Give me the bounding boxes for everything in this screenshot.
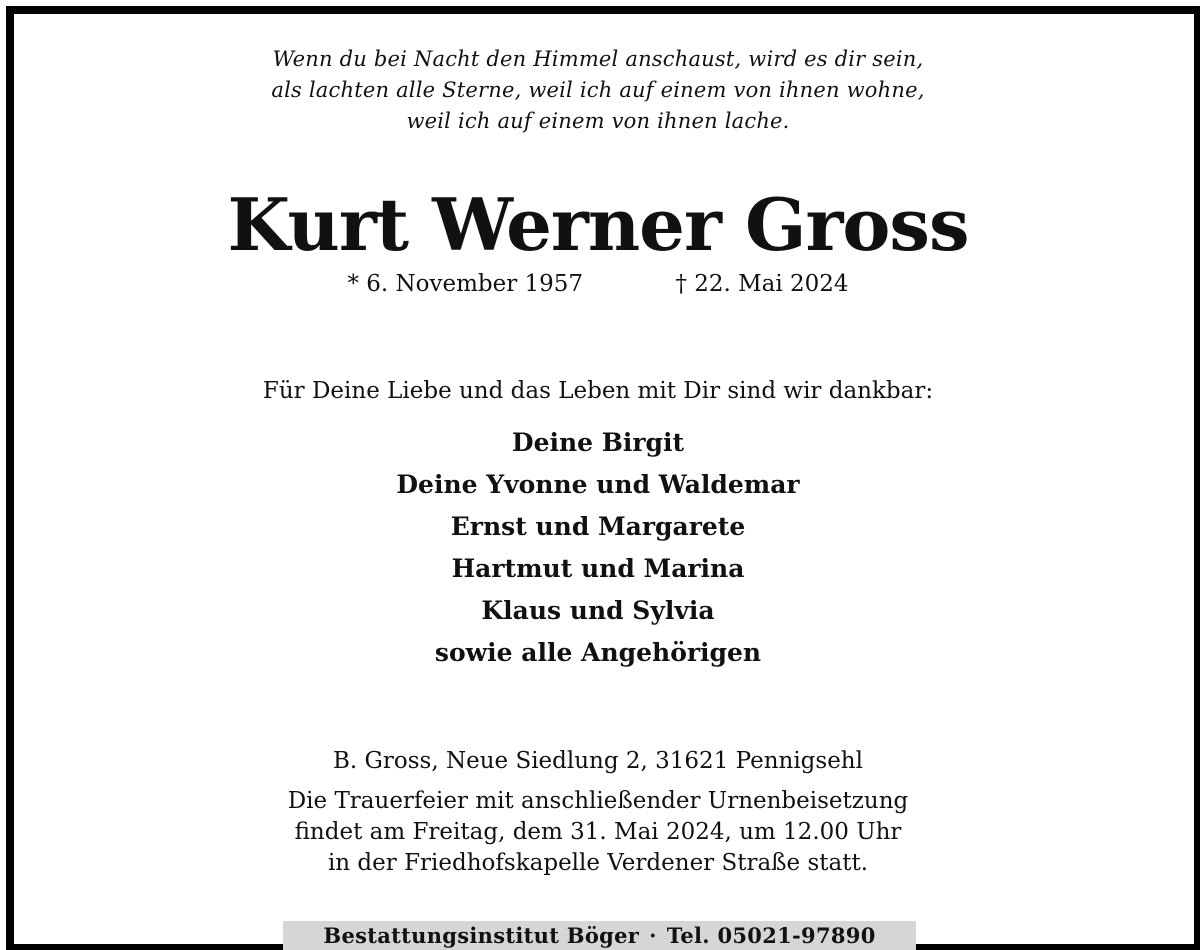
funeral-home-footer	[283, 921, 916, 950]
death-date: † 22. Mai 2024	[675, 271, 849, 297]
footer-separator: ·	[649, 923, 657, 948]
family-list	[0, 422, 1196, 674]
quote-line: Wenn du bei Nacht den Himmel anschaust, wird es dir sein,	[272, 47, 924, 71]
thanks-line: Für Deine Liebe und das Leben mit Dir sind wir dankbar:	[262, 378, 934, 404]
service-line: in der Friedhofskapelle Verdener Straße statt.	[327, 850, 869, 876]
memorial-quote	[0, 44, 1196, 137]
family-member: Deine Birgit	[511, 428, 685, 457]
service-line: Die Trauerfeier mit anschließender Urnenbeisetzung	[287, 788, 909, 814]
funeral-home-name: Bestattungsinstitut Böger	[323, 923, 640, 948]
funeral-home-phone: Tel. 05021-97890	[666, 923, 876, 948]
family-member: Ernst und Margarete	[450, 512, 746, 541]
deceased-name: Kurt Werner Gross	[227, 182, 969, 267]
family-address: B. Gross, Neue Siedlung 2, 31621 Pennigsehl	[333, 748, 863, 774]
quote-line: als lachten alle Sterne, weil ich auf einem von ihnen wohne,	[271, 78, 925, 102]
funeral-service-info	[0, 786, 1196, 879]
life-dates	[0, 268, 1196, 300]
family-member: sowie alle Angehörigen	[434, 638, 762, 667]
birth-date: * 6. November 1957	[347, 271, 584, 297]
family-member: Klaus und Sylvia	[481, 596, 715, 625]
service-line: findet am Freitag, dem 31. Mai 2024, um 12.00 Uhr	[294, 819, 902, 845]
family-member: Deine Yvonne und Waldemar	[396, 470, 800, 499]
family-member: Hartmut und Marina	[451, 554, 745, 583]
quote-line: weil ich auf einem von ihnen lache.	[406, 109, 790, 133]
